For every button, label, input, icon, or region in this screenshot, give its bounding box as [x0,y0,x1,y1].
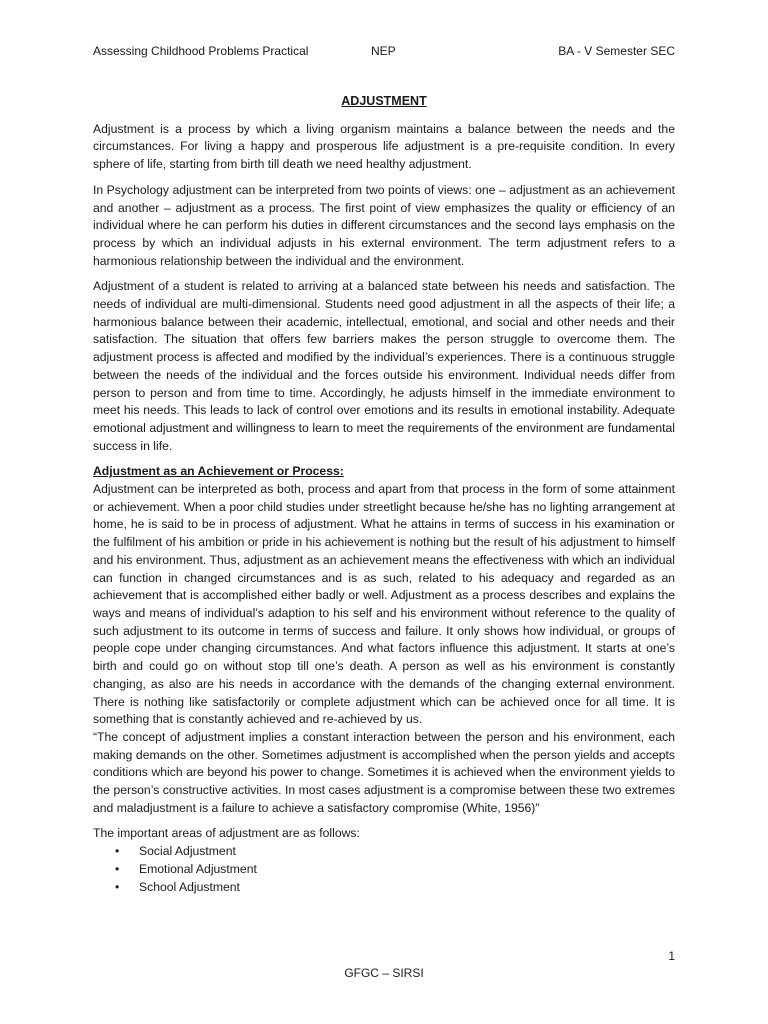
paragraph-intro: Adjustment is a process by which a living organism maintains a balance between the needs and the circumstances. For living a happy and prosperous life adjustment is a pre-requisite condition. In every sphere of life, starting from birth till death we need healthy adjustment. [93,121,675,172]
header-semester: BA - V Semester SEC [558,44,675,58]
list-item [93,843,675,861]
header-scheme: NEP [371,44,396,58]
page-number: 1 [668,949,675,963]
list-item-label: School Adjustment [139,879,240,894]
header-course-title: Assessing Childhood Problems Practical [93,44,309,58]
bullet-icon: • [115,861,120,876]
paragraph-achievement-process: Adjustment can be interpreted as both, process and apart from that process in the form of some attainment or achievement. When a poor child studies under streetlight because he/she has no lighting arrangement at home, he is said to be in process of adjustment. What he attains in terms of success in his examination or the fulfilment of his ambition or pride in his achievement is nothing but the result of his adjustment to himself and his environment. Thus, adjustment as an achievement means the effectiveness with which an individual can function in changed circumstances and is as such, related to his adequacy and regarded as an achievement that is accomplished either badly or well. Adjustment as a process describes and explains the ways and means of individual’s adaption to his self and his environment without reference to the quality of such adjustment to its outcome in terms of success and failure. It only shows how individual, or groups of people cope under changing circumstances. And what factors influence this adjustment. It starts at one’s birth and could go on without stop till one’s death. A person as well as his environment is constantly changing, as also are his needs in accordance with the demands of the changing external environment. There is nothing like satisfactorily or complete adjustment which can be achieved once for all time. It is something that is constantly achieved and re-achieved by us. [93,482,675,727]
document-body [93,93,675,896]
paragraph-student-adjustment: Adjustment of a student is related to arriving at a balanced state between his needs and satisfaction. The needs of individual are multi-dimensional. Students need good adjustment in all the aspects of their life; a harmonious balance between their academic, intellectual, emotional, and social and other needs and their satisfaction. The situation that offers few barriers makes the person struggle to overcome them. The adjustment process is affected and modified by the individual’s experiences. There is a continuous struggle between the needs of the individual and the forces outside his environment. Individual needs differ from person to person and from time to time. Accordingly, he adjusts himself in the immediate environment to meet his needs. This leads to lack of control over emotions and its results in emotional instability. Adequate emotional adjustment and willingness to learn to meet the requirements of the environment are fundamental success in life. [93,279,675,453]
list-item [93,861,675,879]
bullet-icon: • [115,879,120,894]
list-item-label: Social Adjustment [139,844,236,859]
list-item-label: Emotional Adjustment [139,861,257,876]
list-intro: The important areas of adjustment are as follows: [93,826,360,841]
document-title: ADJUSTMENT [341,94,427,108]
page-footer: GFGC – SIRSI [344,966,424,980]
paragraph-psychology: In Psychology adjustment can be interpreted from two points of views: one – adjustment as an achievement and another – adjustment as a process. The first point of view emphasizes the quality or efficiency of an individual where he can perform his duties in different circumstances and the second lays emphasis on the process by which an individual adjusts in his external environment. The term adjustment refers to a harmonious relationship between the individual and the environment. [93,182,675,268]
bullet-icon: • [115,844,120,859]
page-header [93,42,675,60]
list-item [93,879,675,897]
section-heading: Adjustment as an Achievement or Process: [93,464,344,479]
adjustment-areas-list [93,843,675,896]
paragraph-quote: “The concept of adjustment implies a constant interaction between the person and his environment, each making demands on the other. Sometimes adjustment is accomplished when the person yields and accepts conditions which are beyond his power to change. Sometimes it is achieved when the environment yields to the person’s constructive activities. In most cases adjustment is a compromise between these two extremes and maladjustment is a failure to achieve a satisfactory compromise (White, 1956)” [93,729,675,815]
